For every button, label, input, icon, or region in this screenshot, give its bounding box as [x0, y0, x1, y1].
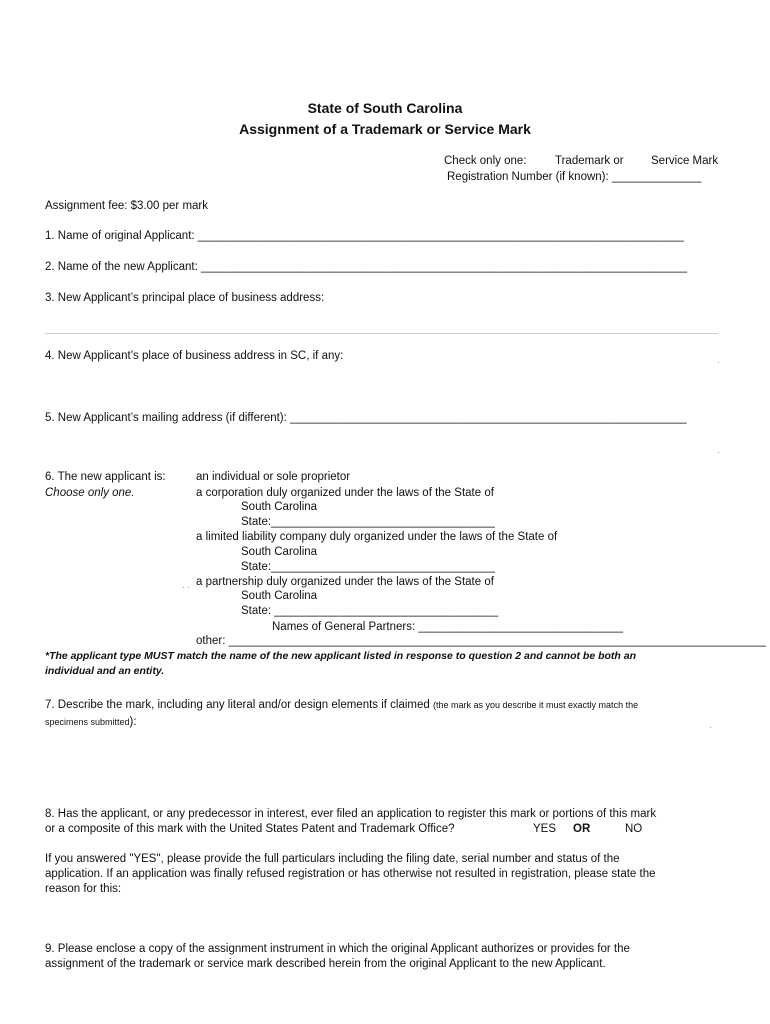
corporation-sc-option[interactable]: South Carolina — [241, 501, 318, 513]
partnership-sc-option[interactable]: South Carolina — [241, 590, 318, 602]
mark-description-label-cont — [45, 716, 137, 728]
field-mark — [710, 727, 711, 728]
llc-sc-option[interactable]: South Carolina — [241, 546, 318, 558]
yes-followup-text-3: reason for this: — [45, 883, 122, 895]
registration-number-field[interactable]: Registration Number (if known): ______________ — [447, 171, 702, 183]
field-mark — [718, 362, 719, 363]
no-option[interactable]: NO — [625, 823, 643, 835]
partnership-state-field[interactable]: State: ___________________________________ — [241, 605, 499, 617]
applicant-type-note-cont: individual and an entity. — [45, 665, 165, 677]
new-applicant-field[interactable]: 2. Name of the new Applicant: ____________________________________________________________________________ — [45, 261, 688, 273]
mark-description-note: (the mark as you describe it must exactly match the — [433, 700, 639, 710]
trademark-option[interactable]: Trademark or — [555, 155, 624, 167]
field-mark — [183, 587, 184, 588]
applicant-type-label: 6. The new applicant is: — [45, 471, 166, 483]
check-only-one-label: Check only one: — [444, 155, 527, 167]
form-subtitle: Assignment of a Trademark or Service Mark — [239, 121, 531, 137]
llc-state-field[interactable]: State:___________________________________ — [241, 561, 495, 573]
llc-option[interactable]: a limited liability company duly organized under the laws of the State of — [196, 531, 558, 543]
service-mark-option[interactable]: Service Mark — [651, 155, 719, 167]
applicant-type-note: *The applicant type MUST match the name of the new applicant listed in response to question 2 and cannot be both an — [45, 650, 636, 662]
assignment-fee: Assignment fee: $3.00 per mark — [45, 200, 208, 212]
individual-option[interactable]: an individual or sole proprietor — [196, 471, 351, 483]
yes-followup-text-2: application. If an application was finally refused registration or has otherwise not resulted in registration, please state the — [45, 868, 656, 880]
yes-followup-text: If you answered "YES", please provide the full particulars including the filing date, serial number and status of the — [45, 853, 620, 865]
principal-address-label: 3. New Applicant’s principal place of business address: — [45, 292, 325, 304]
yes-option[interactable]: YES — [533, 823, 557, 835]
field-mark — [188, 587, 189, 588]
original-applicant-field[interactable]: 1. Name of original Applicant: ____________________________________________________________________________ — [45, 230, 684, 242]
or-label: OR — [573, 823, 591, 835]
principal-address-line[interactable] — [45, 333, 718, 334]
form-title: State of South Carolina — [307, 100, 463, 116]
corporation-state-field[interactable]: State:___________________________________ — [241, 516, 495, 528]
corporation-option[interactable]: a corporation duly organized under the laws of the State of — [196, 487, 494, 499]
prior-application-question-cont: or a composite of this mark with the United States Patent and Trademark Office? — [45, 823, 455, 835]
mailing-address-field[interactable]: 5. New Applicant’s mailing address (if different): ______________________________________________________________ — [45, 412, 687, 424]
sc-address-label: 4. New Applicant’s place of business address in SC, if any: — [45, 350, 344, 362]
partnership-option[interactable]: a partnership duly organized under the laws of the State of — [196, 576, 494, 588]
prior-application-question: 8. Has the applicant, or any predecessor in interest, ever filed an application to register this mark or portions of this mark — [45, 808, 657, 820]
field-mark — [718, 452, 719, 453]
other-option-field[interactable]: other: ____________________________________________________________________________________ — [196, 635, 766, 647]
general-partners-field[interactable]: Names of General Partners: ________________________________ — [272, 621, 624, 633]
assignment-instrument-text-2: assignment of the trademark or service mark described herein from the original Applicant to the new Applicant. — [45, 958, 606, 970]
mark-description-note-cont: specimens submitted — [45, 717, 130, 727]
mark-description-close: ): — [129, 716, 137, 728]
mark-description-label — [45, 699, 638, 711]
assignment-instrument-text: 9. Please enclose a copy of the assignment instrument in which the original Applicant authorizes or provides for the — [45, 943, 630, 955]
mark-description-text: 7. Describe the mark, including any literal and/or design elements if claimed — [45, 699, 433, 711]
choose-only-one-hint: Choose only one. — [45, 487, 135, 499]
